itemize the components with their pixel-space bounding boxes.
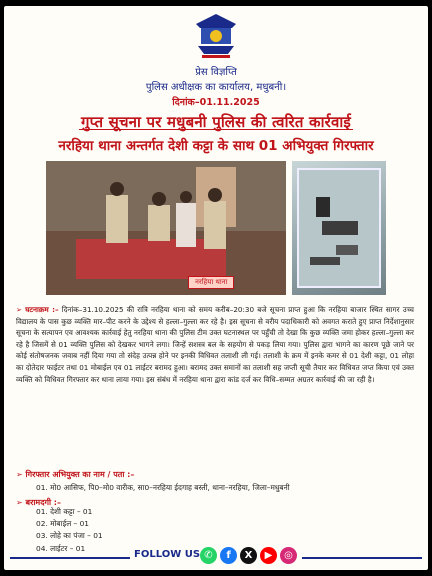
- whatsapp-icon[interactable]: ✆: [200, 547, 217, 564]
- x-twitter-icon[interactable]: X: [240, 547, 257, 564]
- list-item: 01. देशी कट्टा – 01: [36, 507, 93, 516]
- arrested-entry: 01. मो0 आसिफ, पि0–मो0 वारीक, सा0–नरहिया ईदगाह बस्ती, थाना–नरहिया, जिला–मधुबनी: [36, 483, 290, 492]
- office-name: पुलिस अधीक्षक का कार्यालय, मधुबनी।: [145, 82, 287, 93]
- recovered-heading: बरामदगी :–: [25, 498, 62, 507]
- arrested-heading-row: [16, 469, 134, 480]
- youtube-icon[interactable]: ▶: [260, 547, 277, 564]
- arrest-photo-scene: [46, 161, 286, 295]
- recovered-items-scene: [292, 161, 386, 295]
- list-item: 03. लोहे का पंजा – 01: [36, 531, 103, 541]
- list-item: 02. मोबाईल – 01: [36, 519, 90, 529]
- facebook-icon[interactable]: f: [220, 547, 237, 564]
- incident-text: दिनांक–31.10.2025 की रात्रि नरहिया थाना को समय करीब–20:30 बजे सूचना प्राप्त हुआ कि नरहिया बाजार स्थित सागर उच्च विद्यालय के पास कुछ व्यक्ति मार–पीट करने के उद्देश्य से हल्ला–गुल्ला कर रहे है। इस सूचना से वरीय पदाधिकारी को अवगत कराते हुए प्राप्त निर्देशानुसार सूचना के सत्यापन एव आवश्यक कार्रवाई हेतु नरहिया थाना की पुलिस टीम उक्त घटनास्थल पर पहुँची तो देखा कि कुछ व्यक्ति जमा होकर हल्ला–गुल्ला कर रहे है जिसमें से 01 व्यक्ति पुलिस को देखकर भागने लगा। जिन्हें सशस्त्र बल के सहयोग से पकड़ लिया गया। पुलिस द्वारा भागने का कारण पूछे जाने पर कोई संतोषजनक जवाब नहीं दिया गया तो संदेह उत्पन्न होने पर इनकी विधिवत तलाशी ली गई। तलाशी के क्रम में इनके कमर से 01 देशी कट्टा, 01 लोहा का दोतेदार फाईटर तथा 01 मोबाईल एव 01 लाईटर बरामद हुआ। बरामद उक्त समानों का तलाशी सह जप्ती सूची तैयार कर विधिवत जप्त किया एवं उक्त व्यक्ति को विधिवत गिरफ्तार कर थाना लाया गया। इस संबंध में नरहिया थाना द्वारा कांड दर्ज कर विधि–सम्मत अग्रतर कार्रवाई की जा रही है।: [16, 305, 414, 384]
- incident-bullet-icon: ➢: [16, 305, 26, 314]
- incident-lead: घटनाक्रम :–: [25, 305, 59, 314]
- list-item: 04. लाईटर – 01: [36, 543, 86, 553]
- social-footer: [4, 546, 428, 568]
- arrest-photo: [46, 161, 286, 295]
- press-release: [4, 6, 428, 570]
- arrested-bullet-icon: ➢: [16, 470, 26, 479]
- bihar-police-emblem-icon: [188, 10, 244, 60]
- instagram-icon[interactable]: ◎: [280, 547, 297, 564]
- incident-paragraph: [16, 304, 414, 385]
- press-release-label: प्रेस विज्ञप्ति: [195, 67, 237, 78]
- footer-divider-right: [302, 557, 422, 559]
- police-station-board: नरहिया थाना: [188, 276, 234, 289]
- release-date: दिनांक–01.11.2025: [172, 97, 260, 108]
- follow-us-label: FOLLOW US: [134, 549, 201, 560]
- recovered-items-photo: [292, 161, 386, 295]
- sub-headline: नरहिया थाना अन्तर्गत देशी कट्टा के साथ 01 अभियुक्त गिरफ्तार: [58, 138, 374, 154]
- recovered-bullet-icon: ➢: [16, 498, 26, 507]
- arrested-heading: गिरफ्तार अभियुक्त का नाम / पता :–: [25, 470, 135, 479]
- footer-divider-left: [10, 557, 130, 559]
- headline: गुप्त सूचना पर मधुबनी पुलिस की त्वरित कार्रवाई: [80, 113, 351, 131]
